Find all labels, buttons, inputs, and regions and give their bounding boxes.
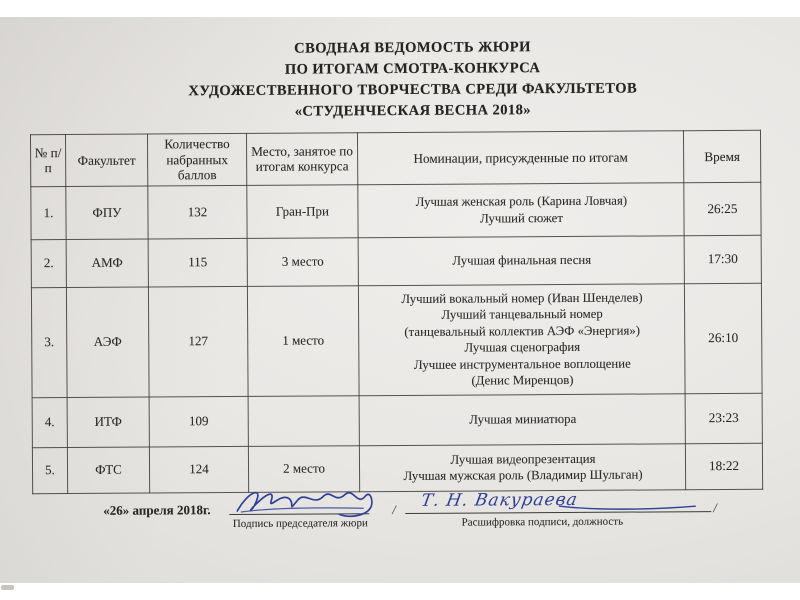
nomination-line: (Денис Миренцов) [471, 372, 574, 388]
separator-slash: / [392, 502, 396, 518]
nomination-line: Лучшая миниатюра [469, 411, 577, 427]
time-cell: 26:10 [684, 283, 762, 393]
table-header-row [30, 130, 760, 186]
time-cell: 17:30 [684, 235, 761, 283]
nomination-line: Лучший сюжет [480, 210, 563, 226]
faculty-cell: АЭФ [66, 287, 149, 397]
nomination-line: Лучшая финальная песня [452, 252, 592, 268]
nominations-cell [359, 443, 685, 491]
row-number-cell: 1. [31, 186, 66, 239]
title-line: СВОДНАЯ ВЕДОМОСТЬ ЖЮРИ [294, 39, 531, 57]
points-cell: 124 [149, 446, 248, 493]
document-sheet [0, 17, 800, 583]
points-cell: 132 [148, 185, 247, 239]
document-title [0, 36, 799, 125]
col-header-nominations: Номинации, присужденные по итогам [357, 131, 683, 184]
document-date: «26» апреля 2018г. [103, 502, 211, 518]
col-header-num: № п/п [30, 135, 65, 187]
points-cell: 109 [149, 396, 248, 447]
row-number-cell: 3. [31, 287, 67, 397]
paper-photo [0, 17, 800, 583]
nomination-line: Лучший вокальный номер (Иван Шенделев) [401, 290, 643, 306]
nomination-line: Лучшая сценография [464, 339, 581, 355]
nominations-cell [358, 283, 685, 395]
col-header-time: Время [683, 130, 760, 182]
place-cell: 1 место [247, 285, 359, 396]
table-row [31, 235, 761, 287]
col-header-faculty: Факультет [65, 134, 147, 186]
nomination-line: (танцевальный коллектив АЭФ «Энергия») [404, 323, 641, 339]
table-row [32, 393, 762, 447]
signature-underline-flourish [557, 501, 697, 512]
points-cell: 127 [148, 286, 248, 397]
title-line: «СТУДЕНЧЕСКАЯ ВЕСНА 2018» [294, 102, 532, 120]
table-row [32, 443, 762, 493]
place-cell [248, 395, 359, 446]
nomination-line: Лучшее инструментальное воплощение [413, 356, 631, 372]
decoded-signature-caption: Расшифровка подписи, должность [461, 515, 624, 529]
nominations-cell [358, 235, 684, 285]
nomination-line: Лучшая женская роль (Карина Ловчая) [415, 193, 628, 209]
time-cell: 18:22 [685, 443, 762, 489]
chairman-signature-scribble [231, 484, 377, 519]
place-cell: Гран-При [247, 184, 358, 238]
faculty-cell: АМФ [66, 239, 148, 288]
col-header-place: Место, занятое по итогам конкурса [246, 133, 357, 185]
nomination-line: Лучшая мужская роль (Владимир Шульган) [403, 467, 643, 483]
chairman-signature-caption: Подпись председателя жюри [232, 517, 368, 531]
time-cell: 23:23 [685, 393, 762, 443]
nomination-line: Лучшая видеопрезентация [450, 451, 596, 467]
points-cell: 115 [148, 238, 247, 287]
row-number-cell: 2. [31, 239, 66, 287]
nominations-cell [358, 182, 684, 237]
place-cell: 2 место [248, 445, 359, 492]
decoded-signature-handwriting: Т. Н. Вакураева [419, 489, 580, 511]
table-row [31, 283, 762, 397]
title-line: ХУДОЖЕСТВЕННОГО ТВОРЧЕСТВА СРЕДИ ФАКУЛЬТЕТОВ [188, 80, 638, 100]
table-row [31, 182, 761, 239]
end-slash: / [713, 500, 717, 516]
row-number-cell: 5. [32, 447, 67, 493]
place-cell: 3 место [247, 237, 358, 286]
photo-corner-artifact [1, 585, 14, 590]
nominations-cell [359, 393, 685, 445]
results-table [30, 130, 763, 494]
faculty-cell: ФПУ [66, 186, 148, 239]
faculty-cell: ФТС [67, 447, 149, 494]
row-number-cell: 4. [32, 397, 67, 447]
time-cell: 26:25 [684, 182, 761, 235]
col-header-points: Количество набранных баллов [147, 133, 246, 185]
faculty-cell: ИТФ [67, 397, 149, 447]
nomination-line: Лучший танцевальный номер [441, 306, 603, 322]
title-line: ПО ИТОГАМ СМОТРА-КОНКУРСА [284, 60, 541, 78]
